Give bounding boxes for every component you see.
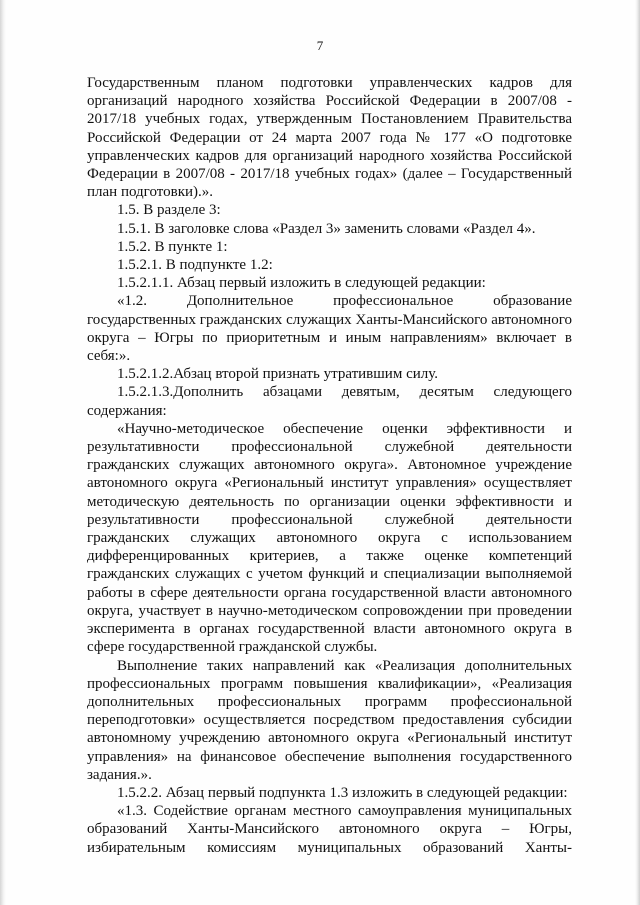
paragraph-1-5-2: 1.5.2. В пункте 1:	[117, 238, 228, 255]
scan-edge-left	[0, 0, 6, 905]
paragraph-section-1-5: 1.5. В разделе 3:	[117, 202, 221, 219]
paragraph-1-5-2-2: 1.5.2.2. Абзац первый подпункта 1.3 изложить в следующей редакции:	[117, 784, 568, 801]
scan-edge-right	[635, 0, 640, 905]
paragraph-1-5-2-1-1: 1.5.2.1.1. Абзац первый изложить в следующей редакции:	[117, 275, 486, 292]
paragraph-1-5-2-1-2: 1.5.2.1.2.Абзац второй признать утратившим силу.	[117, 366, 438, 383]
body-text	[87, 74, 572, 857]
paragraph-continuation: Государственным планом подготовки управленческих кадров для организаций народного хозяйства Российской Федерации в 2007/08 - 2017/18 учебных годах, утвержденным Постановлением Правительства Российской Федерации от 24 марта 2007 года № 177 «О подготовке управленческих кадров для организаций народного хозяйства Российской Федерации в 2007/08 - 2017/18 учебных годах» (далее – Государственный план подготовки).».	[87, 75, 572, 201]
paragraph-directions: Выполнение таких направлений как «Реализация дополнительных профессиональных программ повышения квалификации», «Реализация дополнительных профессиональных программ профессиональной переподготовки» осуществляется посредством предоставления субсидии автономному учреждению автономного округа «Региональный институт управления» на финансовое обеспечение выполнения государственного задания.».	[87, 657, 572, 783]
paragraph-quote-methodology: «Научно-методическое обеспечение оценки эффективности и результативности профессиональной служебной деятельности гражданских служащих автономного округа». Автономное учреждение автономного округа «Региональный институт управления» осуществляет методическую деятельность по организации оценки эффективности и результативности профессиональной служебной деятельности гражданских служащих автономного округа с использованием дифференцированных критериев, а также оценке компетенций гражданских служащих с учетом функций и специализации выполняемой работы в сфере деятельности органа государственной власти автономного округа, участвует в научно-методическом сопровождении при проведении эксперимента в органах государственной власти автономного округа в сфере государственной гражданской службы.	[87, 420, 572, 656]
paragraph-quote-1-3: «1.3. Содействие органам местного самоуправления муниципальных образований Ханты-Мансийского автономного округа – Югры, избирательным комиссиям муниципальных образований Ханты-	[87, 803, 572, 856]
paragraph-quote-1-2: «1.2. Дополнительное профессиональное образование государственных гражданских служащих Ханты-Мансийского автономного округа – Югры по приоритетным и иным направлениям» включает в себя:».	[87, 293, 572, 365]
page-number: 7	[316, 38, 324, 53]
paragraph-1-5-1: 1.5.1. В заголовке слова «Раздел 3» заменить словами «Раздел 4».	[117, 220, 536, 237]
paragraph-1-5-2-1-3: 1.5.2.1.3.Дополнить абзацами девятым, десятым следующего содержания:	[87, 384, 572, 419]
paragraph-1-5-2-1: 1.5.2.1. В подпункте 1.2:	[117, 257, 273, 274]
